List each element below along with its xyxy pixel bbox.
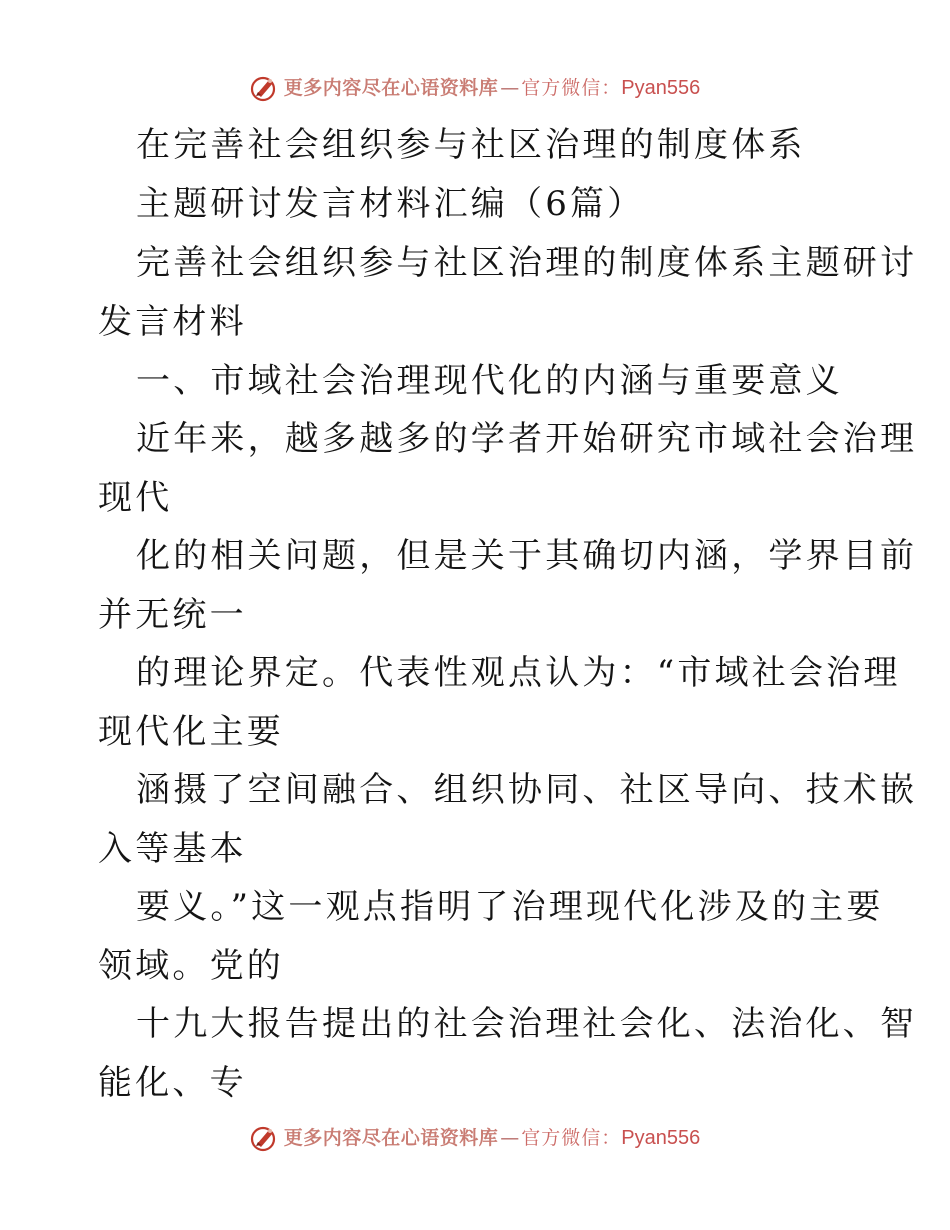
- document-title-line-1: 在完善社会组织参与社区治理的制度体系: [136, 125, 806, 165]
- body-line: 能化、专: [98, 1063, 247, 1103]
- footer-banner: [0, 1124, 950, 1152]
- body-line: 十九大报告提出的社会治理社会化、法治化、智: [136, 1004, 918, 1044]
- document-subtitle-line-1: 完善社会组织参与社区治理的制度体系主题研讨: [136, 243, 918, 283]
- document-subtitle-line-2: 发言材料: [98, 302, 247, 342]
- section-heading: 一、市域社会治理现代化的内涵与重要意义: [136, 361, 843, 401]
- document-title-line-2: 主题研讨发言材料汇编（6篇）: [136, 184, 645, 224]
- body-line: 领域。党的: [98, 946, 284, 986]
- body-line: 入等基本: [98, 829, 247, 869]
- banner-contact-id: Pyan556: [621, 1127, 701, 1149]
- banner-main-text: 更多内容尽在心语资料库: [283, 76, 499, 99]
- banner-contact-id: Pyan556: [621, 77, 701, 99]
- pen-logo-icon: [250, 1124, 278, 1152]
- body-line: 现代化主要: [98, 712, 284, 752]
- body-line: 化的相关问题，但是关于其确切内涵，学界目前: [136, 536, 918, 576]
- header-banner: [0, 74, 950, 102]
- body-line: 并无统一: [98, 595, 247, 635]
- banner-dash: —: [500, 76, 520, 99]
- body-line: 近年来，越多越多的学者开始研究市域社会治理: [136, 419, 918, 459]
- body-line: 的理论界定。代表性观点认为：“市域社会治理: [136, 653, 901, 693]
- banner-dash: —: [500, 1126, 520, 1149]
- banner-contact-label: 官方微信：: [521, 76, 622, 99]
- body-line: 要义。”这一观点指明了治理现代化涉及的主要: [136, 887, 884, 927]
- body-line: 现代: [98, 478, 173, 518]
- banner-main-text: 更多内容尽在心语资料库: [283, 1126, 499, 1149]
- banner-contact-label: 官方微信：: [521, 1126, 622, 1149]
- pen-logo-icon: [250, 74, 278, 102]
- body-line: 涵摄了空间融合、组织协同、社区导向、技术嵌: [136, 770, 918, 810]
